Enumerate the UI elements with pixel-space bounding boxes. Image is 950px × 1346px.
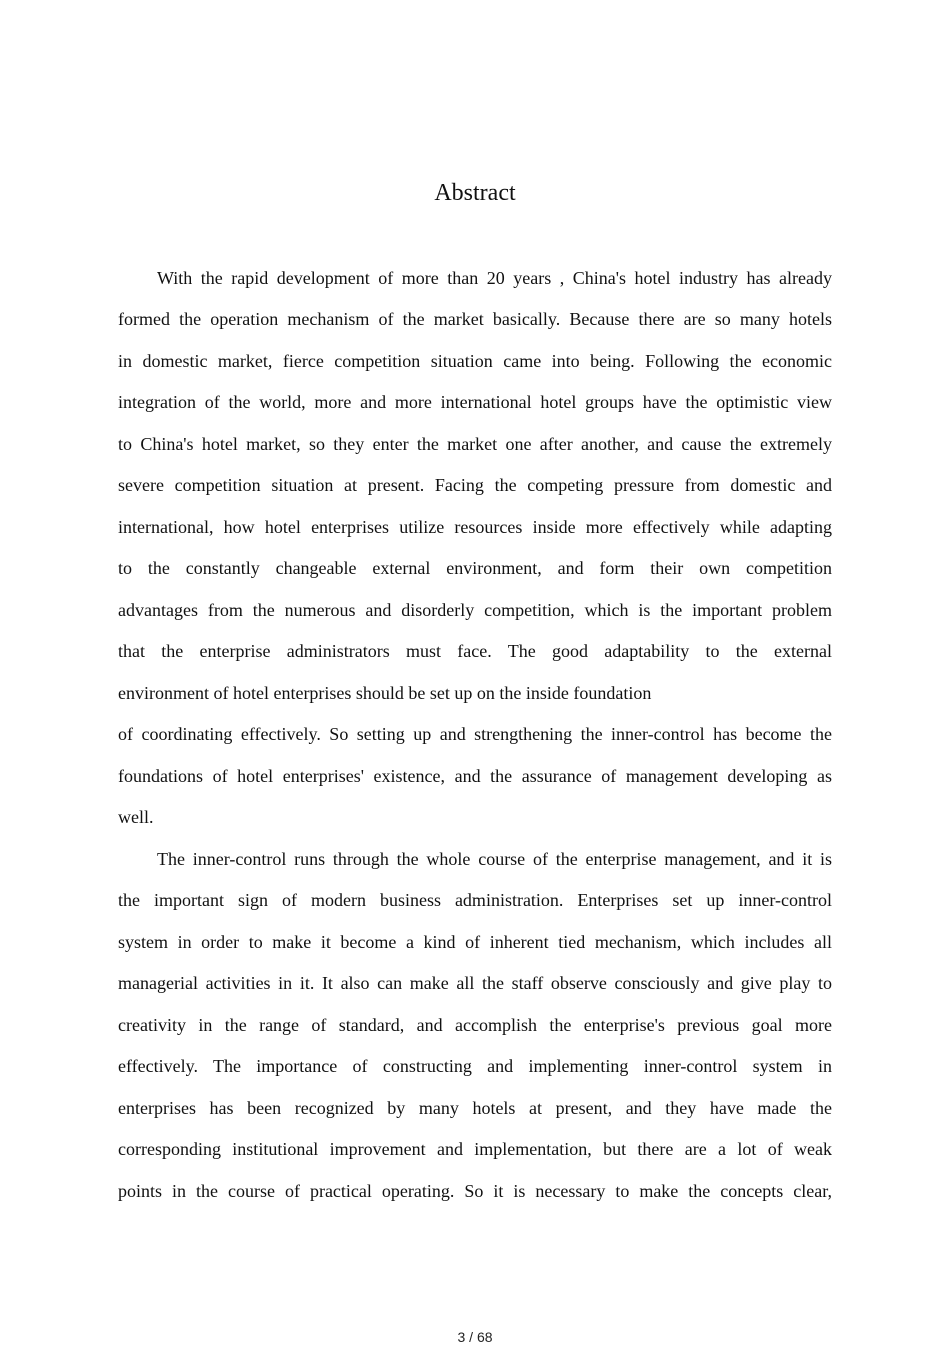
text-line: international, how hotel enterprises utilize resources inside more effectively while adapting [118, 517, 832, 537]
text-line: points in the course of practical operating. So it is necessary to make the concepts clear, [118, 1181, 832, 1201]
text-line: integration of the world, more and more international hotel groups have the optimistic view [118, 392, 832, 412]
text-line: foundations of hotel enterprises' existence, and the assurance of management developing as [118, 766, 832, 786]
text-line: The inner-control runs through the whole course of the enterprise management, and it is [157, 849, 832, 869]
text-line: effectively. The importance of constructing and implementing inner-control system in [118, 1056, 832, 1076]
text-line: With the rapid development of more than 20 years , China's hotel industry has already [157, 268, 832, 288]
text-line: advantages from the numerous and disorderly competition, which is the important problem [118, 600, 832, 620]
text-line: creativity in the range of standard, and accomplish the enterprise's previous goal more [118, 1015, 832, 1035]
text-line: the important sign of modern business administration. Enterprises set up inner-control [118, 890, 832, 910]
page-title: Abstract [434, 180, 516, 206]
text-line: system in order to make it become a kind of inherent tied mechanism, which includes all [118, 932, 832, 952]
text-line: environment of hotel enterprises should be set up on the inside foundation [118, 683, 652, 703]
text-line: to the constantly changeable external environment, and form their own competition [118, 558, 832, 578]
text-line: of coordinating effectively. So setting up and strengthening the inner-control has become the [118, 724, 832, 744]
text-line: formed the operation mechanism of the market basically. Because there are so many hotels [118, 309, 832, 329]
text-line: corresponding institutional improvement and implementation, but there are a lot of weak [118, 1139, 832, 1159]
text-line: managerial activities in it. It also can make all the staff observe consciously and give play to [118, 973, 832, 993]
text-line: severe competition situation at present. Facing the competing pressure from domestic and [118, 475, 832, 495]
text-line: in domestic market, fierce competition situation came into being. Following the economic [118, 351, 832, 371]
text-line: well. [118, 807, 154, 827]
text-line: enterprises has been recognized by many hotels at present, and they have made the [118, 1098, 832, 1118]
text-line: that the enterprise administrators must face. The good adaptability to the external [118, 641, 832, 661]
page-number: 3 / 68 [457, 1329, 493, 1345]
text-line: to China's hotel market, so they enter the market one after another, and cause the extremely [118, 434, 832, 454]
